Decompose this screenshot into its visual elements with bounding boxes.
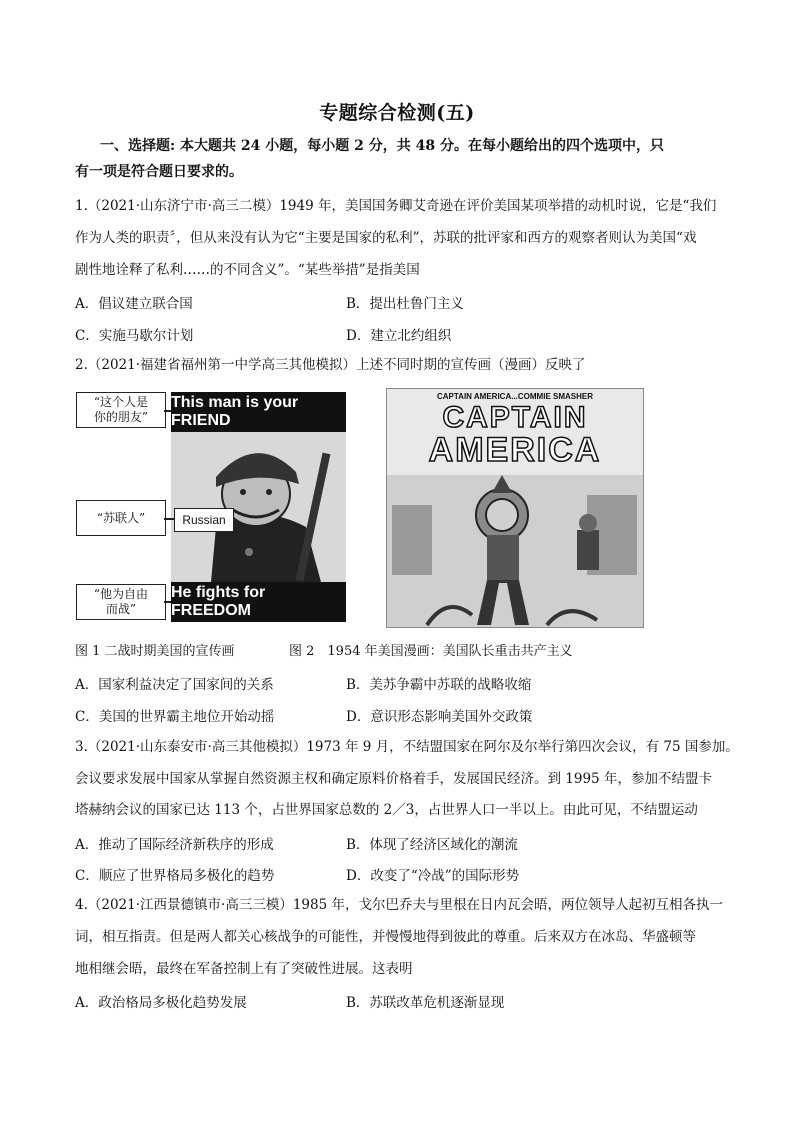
section-instruction-line1: 一、选择题: 本大题共 24 小题，每小题 2 分，共 48 分。在每小题给出的四个选项中，只 (100, 138, 664, 154)
q1-stem-line1: 1.（2021·山东济宁市·高三二模）1949 年，美国国务卿艾奇逊在评价美国某项举措的动机时说，它是“我们 (75, 198, 717, 214)
q1-option-b[interactable]: B．提出杜鲁门主义 (346, 296, 464, 312)
q3-option-d[interactable]: D．改变了“冷战”的国际形势 (346, 868, 520, 884)
captain-america-comic (386, 388, 644, 628)
poster-bottom-banner: He fights for FREEDOM (171, 582, 346, 622)
q1-option-a[interactable]: A．倡议建立联合国 (75, 296, 193, 312)
figure-2-caption: 图 2 1954 年美国漫画：美国队长重击共产主义 (289, 644, 573, 659)
q4-stem-line3: 地相继会晤，最终在军备控制上有了突破性进展。这表明 (75, 961, 413, 977)
q4-option-b[interactable]: B．苏联改革危机逐渐显现 (346, 995, 505, 1011)
q3-option-b[interactable]: B．体现了经济区域化的潮流 (346, 837, 518, 853)
q1-option-d[interactable]: D．建立北约组织 (346, 328, 452, 344)
q1-stem-line2: 作为人类的职责〞，但从来没有认为它“主要是国家的私利”，苏联的批评家和西方的观察者则认为美国“戏 (75, 230, 697, 246)
q2-option-a[interactable]: A．国家利益决定了国家间的关系 (75, 677, 274, 693)
q3-stem-line1: 3.（2021·山东泰安市·高三其他模拟）1973 年 9 月，不结盟国家在阿尔及尔举行第四次会议，有 75 国参加。 (75, 739, 739, 755)
q2-stem-line1: 2.（2021·福建省福州第一中学高三其他模拟）上述不同时期的宣传画（漫画）反映了 (75, 357, 586, 373)
poster-note-friend: “这个人是 你的朋友” (76, 392, 166, 428)
q2-option-c[interactable]: C．美国的世界霸主地位开始动摇 (75, 709, 275, 725)
ww2-propaganda-poster (76, 386, 346, 626)
q2-option-b[interactable]: B．美苏争霸中苏联的战略收缩 (346, 677, 532, 693)
page-title: 专题综合检测(五) (319, 102, 475, 124)
q3-option-c[interactable]: C．顺应了世界格局多极化的趋势 (75, 868, 275, 884)
q2-option-d[interactable]: D．意识形态影响美国外交政策 (346, 709, 533, 725)
q1-stem-line3: 剧性地诠释了私利……的不同含义”。“某些举措”是指美国 (75, 262, 420, 278)
poster-russian-label: Russian (174, 508, 234, 532)
comic-illustration (387, 475, 643, 627)
q3-stem-line2: 会议要求发展中国家从掌握自然资源主权和确定原料价格着手，发展国民经济。到 1995 年，参加不结盟卡 (75, 771, 712, 787)
q4-stem-line2: 词，相互指责。但是两人都关心核战争的可能性，并慢慢地得到彼此的尊重。后来双方在冰岛、华盛顿等 (75, 929, 696, 945)
comic-title-america: AMERICA (428, 431, 602, 469)
q4-stem-line1: 4.（2021·江西景德镇市·高三三模）1985 年，戈尔巴乔夫与里根在日内瓦会晤，两位领导人起初互相各执一 (75, 897, 723, 913)
q3-stem-line3: 塔赫纳会议的国家已达 113 个，占世界国家总数的 2／3，占世界人口一半以上。由此可见，不结盟运动 (75, 802, 698, 818)
poster-top-banner: This man is your FRIEND (171, 392, 346, 432)
comic-title-captain: CAPTAIN (442, 401, 588, 434)
poster-note-freedom: “他为自由 而战” (76, 584, 166, 620)
section-instruction-line2: 有一项是符合题日要求的。 (75, 164, 243, 180)
soldier-illustration (171, 432, 346, 582)
comic-tagline: CAPTAIN AMERICA...COMMIE SMASHER (437, 392, 593, 401)
poster-note-soviet: “苏联人” (76, 500, 166, 536)
q4-option-a[interactable]: A．政治格局多极化趋势发展 (75, 995, 247, 1011)
q1-option-c[interactable]: C．实施马歇尔计划 (75, 328, 194, 344)
q3-option-a[interactable]: A．推动了国际经济新秩序的形成 (75, 837, 274, 853)
figure-1-caption: 图 1 二战时期美国的宣传画 (75, 644, 235, 659)
